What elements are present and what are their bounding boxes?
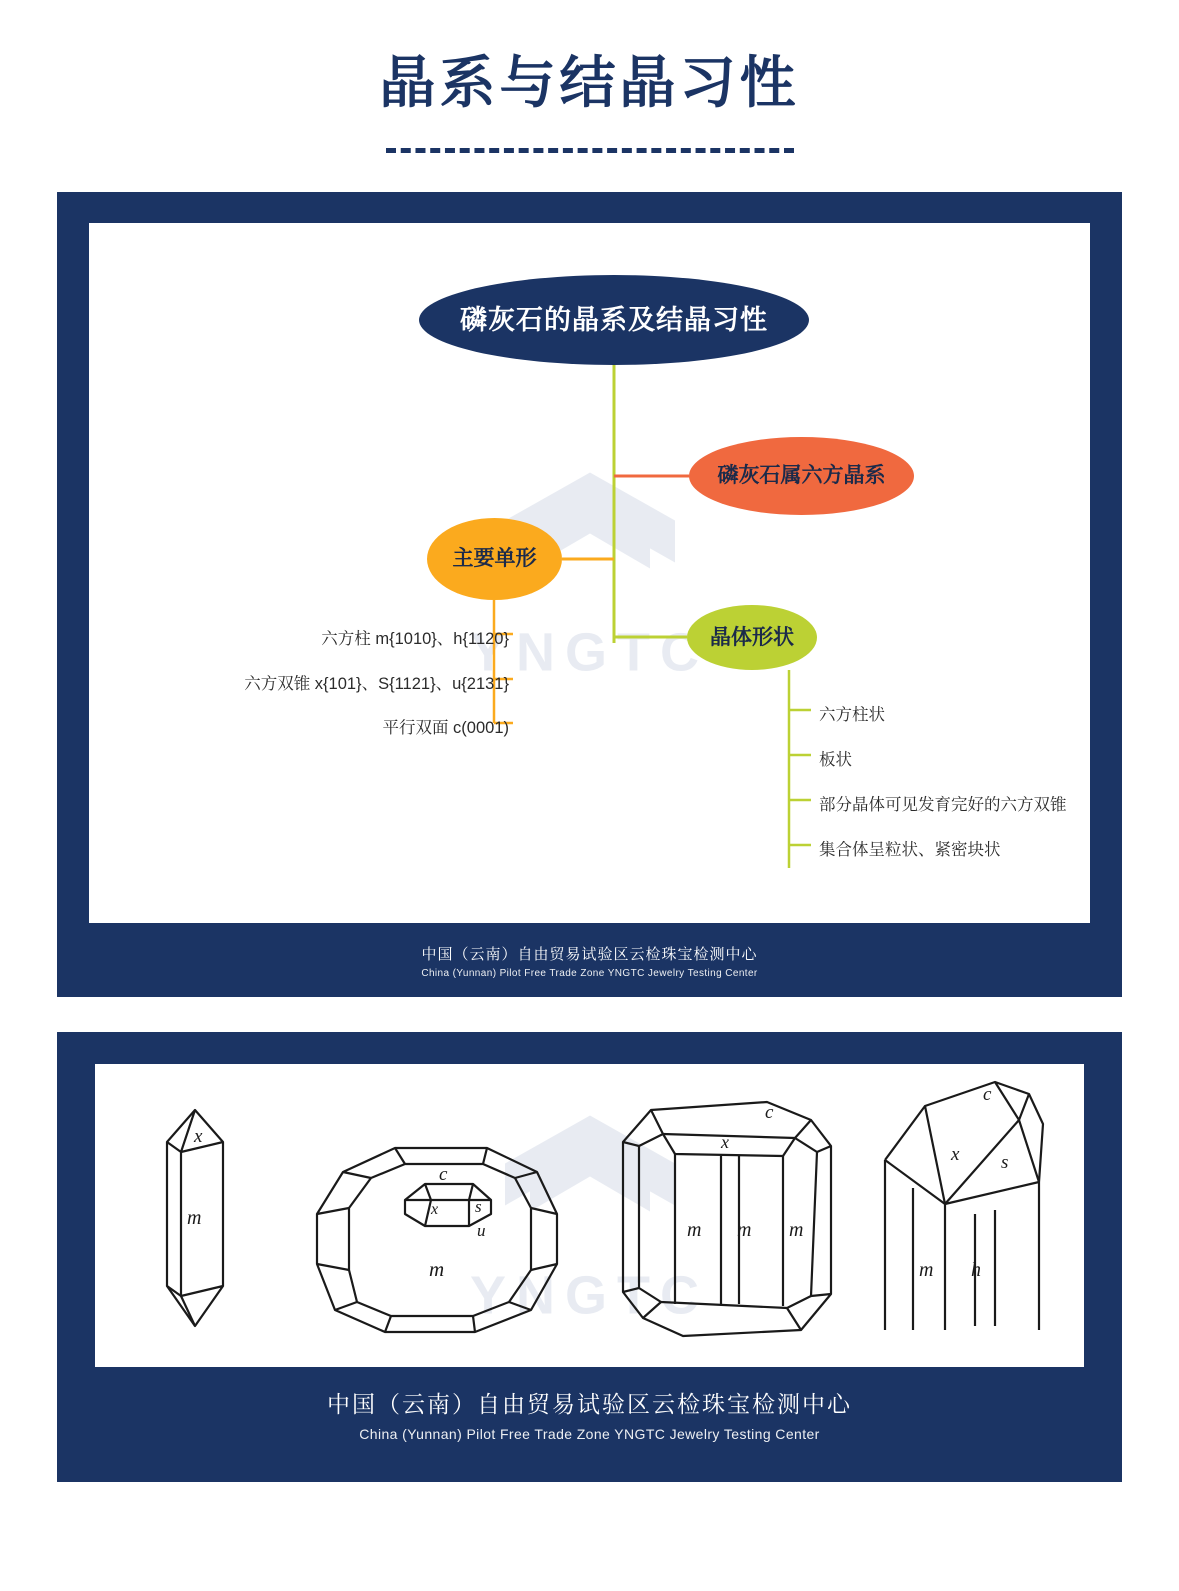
crystal-figures-card — [57, 1032, 1122, 1482]
watermark-text: YNGTC — [470, 622, 709, 683]
crystal-figure-2 — [317, 1148, 557, 1332]
footer-en-text-2: China (Yunnan) Pilot Free Trade Zone YNGTC Jewelry Testing Center — [359, 1426, 820, 1442]
svg-text:m: m — [687, 1219, 702, 1241]
leaf-form-2: 六方双锥 x{101}、S{1121}、u{2131} — [244, 675, 509, 693]
mindmap-canvas — [89, 223, 1090, 923]
svg-text:m: m — [429, 1257, 445, 1281]
title-divider — [386, 148, 794, 153]
svg-text:c: c — [439, 1164, 448, 1185]
svg-text:s: s — [475, 1197, 482, 1216]
node-crystal-shape[interactable]: 晶体形状 — [687, 605, 817, 670]
card-footer-mindmap — [57, 945, 1122, 979]
svg-text:m: m — [789, 1219, 804, 1241]
leaf-shape-3: 部分晶体可见发育完好的六方双锥 — [819, 796, 1067, 814]
footer-cn-text: 中国（云南）自由贸易试验区云检珠宝检测中心 — [421, 945, 758, 963]
svg-text:x: x — [951, 1144, 960, 1165]
leaf-shape-1: 六方柱状 — [819, 706, 885, 724]
watermark-text-2: YNGTC — [470, 1265, 709, 1325]
crystal-figure-1 — [167, 1110, 223, 1326]
crystal-figure-3 — [623, 1102, 831, 1336]
node-hexagonal-system[interactable]: 磷灰石属六方晶系 — [689, 437, 914, 515]
page-title: 晶系与结晶习性 — [379, 51, 800, 114]
svg-text:m: m — [919, 1259, 934, 1281]
crystal-figures-canvas — [95, 1064, 1084, 1367]
svg-text:s: s — [1001, 1152, 1009, 1173]
crystal-habit-drawings — [95, 1064, 1084, 1367]
leaf-form-1: 六方柱 m{1010}、h{1120} — [321, 630, 509, 648]
svg-text:m: m — [187, 1207, 202, 1229]
svg-text:u: u — [477, 1221, 486, 1240]
svg-text:x: x — [194, 1126, 203, 1147]
svg-text:h: h — [971, 1259, 981, 1281]
footer-en-text: China (Yunnan) Pilot Free Trade Zone YNGTC Jewelry Testing Center — [421, 968, 758, 979]
leaf-shape-4: 集合体呈粒状、紧密块状 — [819, 841, 1001, 859]
footer-cn-text-2: 中国（云南）自由贸易试验区云检珠宝检测中心 — [327, 1390, 852, 1417]
svg-text:m: m — [737, 1219, 752, 1241]
svg-text:c: c — [983, 1084, 992, 1105]
mindmap-card — [57, 192, 1122, 997]
leaf-shape-2: 板状 — [819, 751, 852, 769]
crystal-figure-4 — [885, 1082, 1043, 1330]
svg-text:c: c — [765, 1102, 774, 1123]
svg-text:x: x — [721, 1132, 729, 1152]
card-footer-crystals — [57, 1389, 1122, 1442]
leaf-form-3: 平行双面 c(0001) — [382, 719, 509, 737]
node-main-forms[interactable]: 主要单形 — [427, 518, 562, 600]
node-root[interactable]: 磷灰石的晶系及结晶习性 — [419, 275, 809, 365]
svg-text:x: x — [431, 1201, 439, 1218]
